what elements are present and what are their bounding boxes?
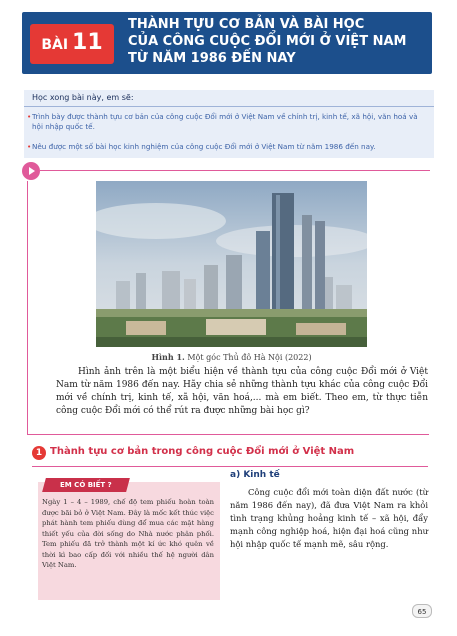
goals-divider <box>24 106 434 107</box>
intro-paragraph-text: Hình ảnh trên là một biểu hiện về thành tựu của công cuộc Đổi mới ở Việt Nam từ năm 1986 đến nay. Hãy chia sẻ những thành tựu khác của công cuộc Đổi mới về chính trị, kinh tế, xã hội, văn hoá,... mà em biết. Theo em, từ thực tiễn công cuộc Đổi mới có thể rút ra được những bài học gì? <box>56 367 428 416</box>
lesson-title <box>128 16 428 67</box>
section-divider <box>32 466 428 467</box>
subsection-heading: a) Kinh tế <box>230 470 280 480</box>
page-number: 65 <box>412 604 432 618</box>
bullet-icon: • <box>27 112 32 121</box>
goals-heading: Học xong bài này, em sẽ: <box>32 93 134 102</box>
subsection-paragraph <box>230 486 428 551</box>
intro-paragraph <box>56 366 428 418</box>
lesson-header <box>0 0 457 82</box>
section-title: Thành tựu cơ bản trong công cuộc Đổi mới ở Việt Nam <box>50 446 355 457</box>
hanoi-skyline-photo <box>96 181 367 347</box>
subsection-paragraph-text: Công cuộc đổi mới toàn diện đất nước (từ năm 1986 đến nay), đã đưa Việt Nam ra khỏi tình trạng khủng hoảng kinh tế – xã hội, đẩy mạnh công nghiệp hoá, hiện đại hoá cũng như hội nhập quốc tế mạnh mẽ, sâu rộng. <box>230 487 428 549</box>
goal-item <box>27 112 427 132</box>
goal-item <box>27 142 432 152</box>
did-you-know-text: Ngày 1 – 4 – 1989, chế độ tem phiếu hoàn toàn được bãi bỏ ở Việt Nam. Đây là mốc kết thúc việc phát hành tem phiếu dùng để mua các mặt hàng thiết yếu của đời sống do Nhà nước phân phối. Tem phiếu đã trở thành một kí ức khó quên về thời kì bao cấp đối với nhiều thế hệ người dân Việt Nam. <box>42 498 214 569</box>
lesson-number: 11 <box>72 30 103 55</box>
section-number: 1 <box>32 446 46 460</box>
photo-caption <box>96 352 367 362</box>
did-you-know-label <box>42 478 130 492</box>
lesson-badge <box>30 24 114 64</box>
intro-left-rule <box>27 181 28 435</box>
title-line: CỦA CÔNG CUỘC ĐỔI MỚI Ở VIỆT NAM <box>128 34 407 49</box>
lesson-word: BÀI <box>41 37 69 53</box>
goal-text: Nêu được một số bài học kinh nghiệm của công cuộc Đổi mới ở Việt Nam từ năm 1986 đến nay. <box>32 142 376 151</box>
title-line: TỪ NĂM 1986 ĐẾN NAY <box>128 51 296 66</box>
did-you-know-label-text: EM CÓ BIẾT ? <box>60 481 112 489</box>
caption-label: Hình 1. <box>151 352 185 362</box>
goal-text: Trình bày được thành tựu cơ bản của công cuộc Đổi mới ở Việt Nam về chính trị, kinh tế, xã hội, văn hoá và hội nhập quốc tế. <box>32 112 418 131</box>
caption-text: Một góc Thủ đô Hà Nội (2022) <box>187 353 312 362</box>
title-line: THÀNH TỰU CƠ BẢN VÀ BÀI HỌC <box>128 17 365 32</box>
intro-top-rule <box>40 170 430 171</box>
play-icon <box>22 162 40 180</box>
bullet-icon: • <box>27 142 32 151</box>
intro-bottom-rule <box>27 434 429 435</box>
